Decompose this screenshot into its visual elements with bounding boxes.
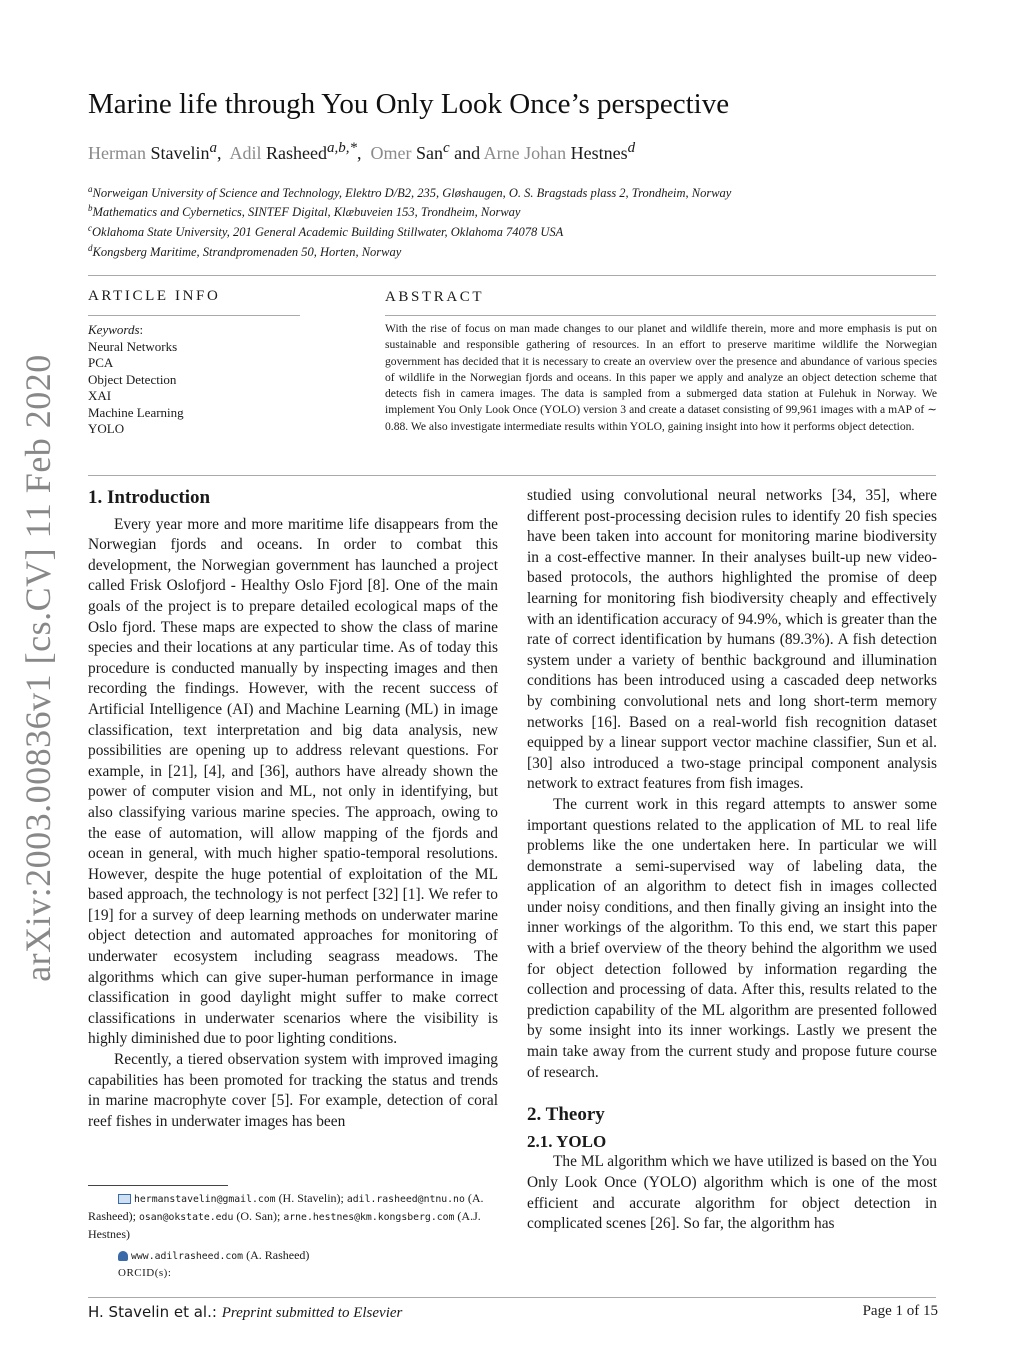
article-info-divider (88, 315, 300, 316)
author-and: and (454, 143, 481, 163)
section-heading-introduction: 1. Introduction (88, 487, 211, 508)
keyword: XAI (88, 388, 112, 403)
right-column (527, 486, 937, 1235)
paper-title: Marine life through You Only Look Once’s perspective (88, 88, 730, 120)
paragraph: studied using convolutional neural networks [34, 35], where different post-processing decision rules to identify 20 fish species have been taken into account for monitoring marine biodiversity in a cost-effective manner. In their analyses built-up new video-based protocols, the authors highlighted the promise of deep learning for monitoring fish biodiversity cheaply and effectively with an identification accuracy of 94.9%, which is greater than the rate of correct identification by humans (89.3%). A fish detection system under a variety of benthic background and illumination conditions has been introduced using a cascaded deep networks by combining convolutional nets and long short-term memory networks [16]. Based on a real-world fish recognition dataset equipped by a linear support vector machine classifier, Sun et al.[30] also introduced a two-stage principal component analysis network to extract features from fish images. (527, 487, 937, 793)
abstract-divider (385, 315, 936, 316)
author-first-name: Herman (88, 143, 146, 163)
keyword: Object Detection (88, 371, 177, 387)
website-link[interactable]: www.adilrasheed.com (131, 1251, 244, 1262)
author-first-name: Omer (370, 143, 412, 163)
email-link[interactable]: arne.hestnes@km.kongsberg.com (283, 1212, 455, 1223)
author-last-name: Rasheed (266, 143, 327, 163)
affiliation: $^a$Norweigan University of Science and Technology, Elektro D/B2, 235, Gløshaugen, O. S. Bragstads plass 2, Trondheim, Norway (88, 184, 732, 201)
header-divider (88, 275, 936, 276)
affiliation: $^b$Mathematics and Cybernetics, SINTEF Digital, Klæbuveien 153, Trondheim, Norway (88, 203, 521, 220)
paragraph: The current work in this regard attempts to answer some important questions related to the application of ML to real life problems like the one undertaken here. In particular we will demonstrate a semi-supervised way of labeling data, the application of an algorithm to detect fish in images collected under noisy conditions, and then finally giving an insight into the inner workings of the algorithm. To this end, we start this paper with a brief overview of the theory behind the algorithm we used for object detection followed by information regarding the collection and processing of data. After this, results related to the prediction capability of the ML algorithm are presented followed by some insight into its inner workings. Lastly we present the main take away from the current study and propose future course of research. (527, 795, 937, 1081)
footer-divider (88, 1297, 936, 1298)
subsection-heading-yolo: 2.1. YOLO (527, 1131, 607, 1151)
email-link[interactable]: hermanstavelin@gmail.com (134, 1194, 276, 1205)
abstract-text: With the rise of focus on man made changes to our planet and wildlife therein, more and more emphasis is put on sustainable and responsible gathering of resources. In an effort to preserve maritime wildlife the Norwegian government has decided that it is necessary to create an overview over the presence and abundance of various species of wildlife in the Norwegian fjords and oceans. In this paper we apply and analyze an object detection scheme that detects fish in camera images. The data is sampled from a submerged data station at Fulehuk in Norway. We implement You Only Look Once (YOLO) version 3 and create a dataset consisting of 99,961 images with a mAP of ∼ 0.88. We also investigate intermediate results within YOLO, gaining insight into how it performs object detection. (385, 322, 937, 433)
footer-left (88, 1303, 402, 1322)
paragraph: The ML algorithm which we have utilized is based on the You Only Look Once (YOLO) algorithm which is one of the most efficient and accurate algorithm for object detection in complicated scenes [26]. So far, the algorithm has (527, 1153, 937, 1233)
email-link[interactable]: osan@okstate.edu (138, 1212, 234, 1223)
keywords-block: Keywords: Neural Networks PCA Object Detection XAI Machine Learning YOLO (88, 322, 184, 436)
affiliation: $^c$Oklahoma State University, 201 General Academic Building Stillwater, Oklahoma 74078 USA (88, 223, 564, 240)
affiliation: $^d$Kongsberg Maritime, Strandpromenaden 50, Horten, Norway (88, 243, 402, 260)
paragraph: Every year more and more maritime life disappears from the Norwegian fjords and oceans. In order to combat this development, the Norwegian government has launched a project called Frisk Oslofjord - Healthy Oslo Fjord [8]. One of the main goals of the project is to prepare detailed ecological maps of the Oslo fjord. These maps are expected to show the class of marine species and their locations at any particular time. As of today this procedure is conducted manually by inspecting images and then recording the findings. However, with the recent success of Artificial Intelligence (AI) and Machine Learning (ML) in image classification, text interpretation and big data analysis, new possibilities are opening up to address relevant questions. For example, in [21], [4], and [36], authors have already shown the power of computer vision and ML, not only in identifying, but also classifying various marine species. The approach, owing to the ease of automation, will allow mapping of the fjords and ocean in general, with much higher spatio-temporal resolutions. However, despite the huge potential of exploitation of the ML based approach, the technology is not perfect [32] [1]. We refer to [19] for a survey of deep learning methods on underwater marine object detection and automated approaches for monitoring of underwater ecosystem including seagrass meadows. The algorithms which can give super-human performance in image classification in good daylight might suffer to make correct classifications in underwater scenarios where the visibility is highly diminished due to poor lighting conditions. (88, 515, 498, 1048)
email-icon (118, 1194, 131, 1204)
paragraph: Recently, a tiered observation system with improved imaging capabilities has been promoted for tracking the status and trends in marine macrophyte cover [5]. For example, detection of coral reef fishes in underwater images has been (88, 1051, 498, 1130)
article-info-heading: ARTICLE INFO (88, 288, 221, 304)
author-affiliation-mark: d (627, 140, 636, 156)
keyword: PCA (88, 355, 114, 370)
author-affiliation-mark: c (442, 140, 450, 156)
footer-authors: H. Stavelin et al.: (88, 1303, 217, 1321)
author-affiliation-mark: a,b,* (327, 140, 357, 156)
page-number: Page 1 of 15 (862, 1303, 938, 1319)
keyword: Neural Networks (88, 338, 178, 354)
author-last-name: Stavelin (150, 143, 210, 163)
author-first-name: Adil (229, 143, 262, 163)
author-last-name: Hestnes (570, 143, 628, 163)
footer-journal: Preprint submitted to Elsevier (221, 1305, 403, 1321)
arxiv-id: arXiv:2003.00836v1 [cs.CV] 11 Feb 2020 (18, 354, 58, 982)
orcid-label: ORCID(s): (118, 1267, 172, 1279)
author-list: Herman Stavelin$^a$, Adil Rasheed$^{a,b,*}$, Omer San$^c$ and Arne Johan Hestnes$^d$ (88, 140, 636, 163)
abstract-bottom-divider (88, 475, 936, 476)
arxiv-stamp (8, 354, 68, 982)
keywords-label: Keywords (88, 322, 140, 337)
email-link[interactable]: adil.rasheed@ntnu.no (346, 1194, 465, 1205)
section-heading-theory: 2. Theory (527, 1104, 605, 1126)
author-last-name: San (415, 143, 443, 163)
footnote-rule (88, 1185, 228, 1186)
keyword: YOLO (88, 421, 125, 436)
left-column (88, 488, 498, 1132)
abstract-heading: ABSTRACT (385, 289, 485, 305)
person-icon (118, 1251, 128, 1261)
footnote: hermanstavelin@gmail.com (H. Stavelin); adil.rasheed@ntnu.no (A. Rasheed); osan@okstate.edu (O. San); arne.hestnes@km.kongsberg.com (A.J. Hestnes) www.adilrasheed.com (A. Rasheed) ORCID(s): (88, 1190, 500, 1282)
author-affiliation-mark: a (209, 140, 217, 156)
author-first-name: Arne Johan (483, 143, 567, 163)
keyword: Machine Learning (88, 404, 184, 420)
